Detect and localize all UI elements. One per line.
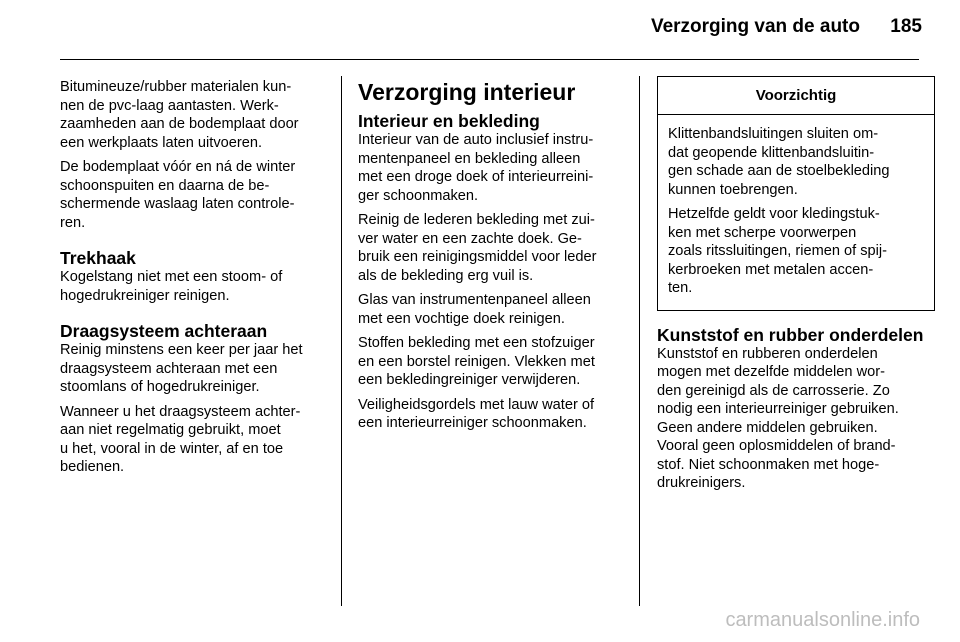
text-line: nen de pvc-laag aantasten. Werk- (60, 97, 279, 114)
text-line: Hetzelfde geldt voor kledingstuk- (668, 206, 880, 222)
text-line: stoomlans of hogedrukreiniger. (60, 379, 260, 395)
text-line: Vooral geen oplosmiddelen of brand- (657, 438, 896, 454)
text-line: zaamheden aan de bodemplaat door (60, 116, 299, 132)
text-line: u het, vooral in de winter, af en toe (60, 440, 284, 457)
text-line: ten. (668, 280, 693, 296)
heading-kunststof: Kunststof en rubber onderdelen (657, 324, 924, 345)
text-line: bruik een reinigingsmiddel voor leder (358, 249, 597, 265)
text-line: als de bekleding erg vuil is. (358, 267, 534, 284)
text-line: dat geopende klittenbandsluitin- (668, 144, 875, 161)
paragraph (358, 291, 633, 328)
text-line: stof. Niet schoonmaken met hoge- (657, 456, 880, 473)
caution-body (658, 115, 934, 310)
paragraph (358, 211, 633, 285)
text-line: Veiligheidsgordels met lauw water of (358, 396, 595, 413)
column-2 (358, 78, 633, 439)
text-line: Klittenbandsluitingen sluiten om- (668, 126, 879, 142)
text-line: ver water en een zachte doek. Ge- (358, 230, 582, 247)
text-line: schermende waslaag laten controle- (60, 196, 295, 212)
text-line: Geen andere middelen gebruiken. (657, 419, 878, 436)
paragraph (60, 158, 335, 232)
column-divider-1 (341, 76, 342, 606)
text-line: draagsysteem achteraan met een (60, 360, 278, 377)
text-line: ken met scherpe voorwerpen (668, 224, 857, 241)
text-line: drukreinigers. (657, 475, 746, 491)
text-line: Stoffen bekleding met een stofzuiger (358, 335, 595, 351)
text-line: kunnen toebrengen. (668, 181, 798, 198)
text-line: en een borstel reinigen. Vlekken met (358, 353, 595, 370)
column-1 (60, 78, 335, 483)
text-line: Reinig de lederen bekleding met zui- (358, 212, 595, 228)
paragraph (668, 125, 926, 199)
text-line: De bodemplaat vóór en ná de winter (60, 159, 296, 175)
text-line: met een droge doek of interieurreini- (358, 169, 594, 185)
text-line: bedienen. (60, 459, 125, 475)
paragraph (657, 345, 937, 493)
paragraph (358, 131, 633, 205)
text-line: Kogelstang niet met een stoom- of (60, 269, 283, 285)
text-line: ger schoonmaken. (358, 187, 479, 204)
column-3 (657, 76, 937, 499)
caution-title: Voorzichtig (658, 77, 934, 115)
text-line: mogen met dezelfde middelen wor- (657, 364, 885, 380)
paragraph (358, 396, 633, 433)
paragraph (60, 78, 335, 152)
text-line: aan niet regelmatig gebruikt, moet (60, 422, 281, 438)
text-line: den gereinigd als de carrosserie. Zo (657, 382, 890, 399)
caution-box (657, 76, 935, 311)
header-title: Verzorging van de auto (650, 16, 860, 37)
text-line: een werkplaats laten uitvoeren. (60, 134, 263, 151)
paragraph (668, 205, 926, 298)
text-line: hogedrukreiniger reinigen. (60, 287, 230, 304)
text-line: kerbroeken met metalen accen- (668, 261, 874, 278)
paragraph (60, 268, 335, 305)
text-line: Bitumineuze/rubber materialen kun- (60, 79, 292, 95)
header-rule (60, 59, 919, 60)
heading-draagsysteem: Draagsysteem achteraan (60, 321, 268, 341)
text-line: Wanneer u het draagsysteem achter- (60, 403, 301, 420)
section-heading: Verzorging interieur (358, 79, 576, 105)
text-line: met een vochtige doek reinigen. (358, 310, 565, 327)
paragraph (60, 341, 335, 397)
text-line: nodig een interieurreiniger gebruiken. (657, 401, 899, 417)
paragraph (358, 334, 633, 390)
text-line: schoonspuiten en daarna de be- (60, 177, 270, 194)
text-line: Kunststof en rubberen onderdelen (657, 345, 878, 362)
paragraph (60, 403, 335, 477)
text-line: ren. (60, 214, 86, 231)
heading-interieur: Interieur en bekleding (358, 111, 540, 131)
text-line: Glas van instrumentenpaneel alleen (358, 292, 591, 308)
text-line: een interieurreiniger schoonmaken. (358, 415, 587, 431)
text-line: zoals ritssluitingen, riemen of spij- (668, 243, 887, 259)
heading-trekhaak: Trekhaak (60, 248, 136, 268)
column-divider-2 (639, 76, 640, 606)
text-line: Reinig minstens een keer per jaar het (60, 342, 303, 358)
watermark: carmanualsonline.info (725, 609, 920, 631)
text-line: gen schade aan de stoelbekleding (668, 163, 890, 179)
page-number: 185 (890, 16, 922, 37)
text-line: Interieur van de auto inclusief instru- (358, 132, 594, 148)
text-line: een bekledingreiniger verwijderen. (358, 372, 581, 388)
text-line: mentenpaneel en bekleding alleen (358, 150, 581, 167)
